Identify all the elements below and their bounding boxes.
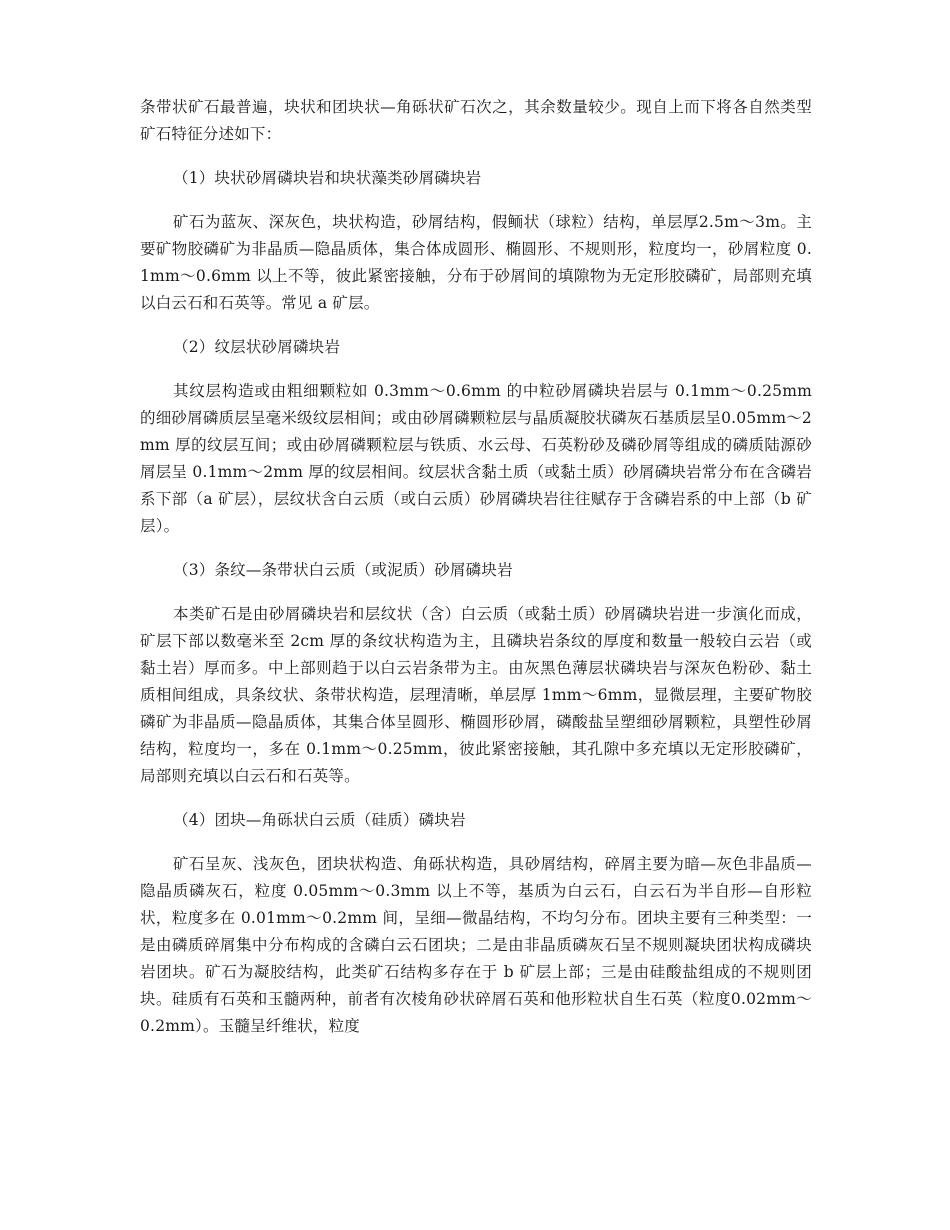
section-1-body: 矿石为蓝灰、深灰色，块状构造，砂屑结构，假鲕状（球粒）结构，单层厚2.5m～3m。主要矿物胶磷矿为非晶质—隐晶质体，集合体成圆形、椭圆形、不规则形，粒度均一，砂屑粒度 0.1mm～0.6mm 以上不等，彼此紧密接触，分布于砂屑间的填隙物为无定形胶磷矿，局部则充填以白云石和石英等。常见 a 矿层。 <box>140 213 812 312</box>
intro-paragraph: 条带状矿石最普遍，块状和团块状—角砾状矿石次之，其余数量较少。现自上而下将各自然类型矿石特征分述如下： <box>140 98 812 143</box>
section-2-body: 其纹层构造或由粗细颗粒如 0.3mm～0.6mm 的中粒砂屑磷块岩层与 0.1mm～0.25mm 的细砂屑磷质层呈毫米级纹层相间；或由砂屑磷颗粒层与晶质凝胶状磷灰石基质层呈0.05mm～2mm 厚的纹层互间；或由砂屑磷颗粒层与铁质、水云母、石英粉砂及磷砂屑等组成的磷质陆源砂屑层呈 0.1mm～2mm 厚的纹层相间。纹层状含黏土质（或黏土质）砂屑磷块岩常分布在含磷岩系下部（a 矿层），层纹状含白云质（或白云质）砂屑磷块岩往往赋存于含磷岩系的中上部（b 矿层）。 <box>140 382 812 535</box>
section-3-body: 本类矿石是由砂屑磷块岩和层纹状（含）白云质（或黏土质）砂屑磷块岩进一步演化而成，矿层下部以数毫米至 2cm 厚的条纹状构造为主，且磷块岩条纹的厚度和数量一般较白云岩（或黏土岩）厚而多。中上部则趋于以白云岩条带为主。由灰黑色薄层状磷块岩与深灰色粉砂、黏土质相间组成，具条纹状、条带状构造，层理清晰，单层厚 1mm～6mm，显微层理，主要矿物胶磷矿为非晶质—隐晶质体，其集合体呈圆形、椭圆形砂屑，磷酸盐呈塑细砂屑颗粒，具塑性砂屑结构，粒度均一，多在 0.1mm～0.25mm，彼此紧密接触，其孔隙中多充填以无定形胶磷矿，局部则充填以白云石和石英等。 <box>140 605 812 785</box>
section-2-heading: （2）纹层状砂屑磷块岩 <box>173 338 341 356</box>
section-4-body: 矿石呈灰、浅灰色，团块状构造、角砾状构造，具砂屑结构，碎屑主要为暗—灰色非晶质—隐晶质磷灰石，粒度 0.05mm～0.3mm 以上不等，基质为白云石，白云石为半自形—自形粒状，粒度多在 0.01mm～0.2mm 间，呈细—微晶结构，不均匀分布。团块主要有三种类型：一是由磷质碎屑集中分布构成的含磷白云石团块；二是由非晶质磷灰石呈不规则凝块团状构成磷块岩团块。矿石为凝胶结构，此类矿石结构多存在于 b 矿层上部；三是由硅酸盐组成的不规则团块。硅质有石英和玉髓两种，前者有次棱角砂状碎屑石英和他形粒状自生石英（粒度0.02mm～0.2mm）。玉髓呈纤维状，粒度 <box>140 855 812 1035</box>
section-3-heading: （3）条纹—条带状白云质（或泥质）砂屑磷块岩 <box>173 561 513 579</box>
section-1-heading: （1）块状砂屑磷块岩和块状藻类砂屑磷块岩 <box>173 169 482 187</box>
section-4-heading: （4）团块—角砾状白云质（硅质）磷块岩 <box>173 811 466 829</box>
